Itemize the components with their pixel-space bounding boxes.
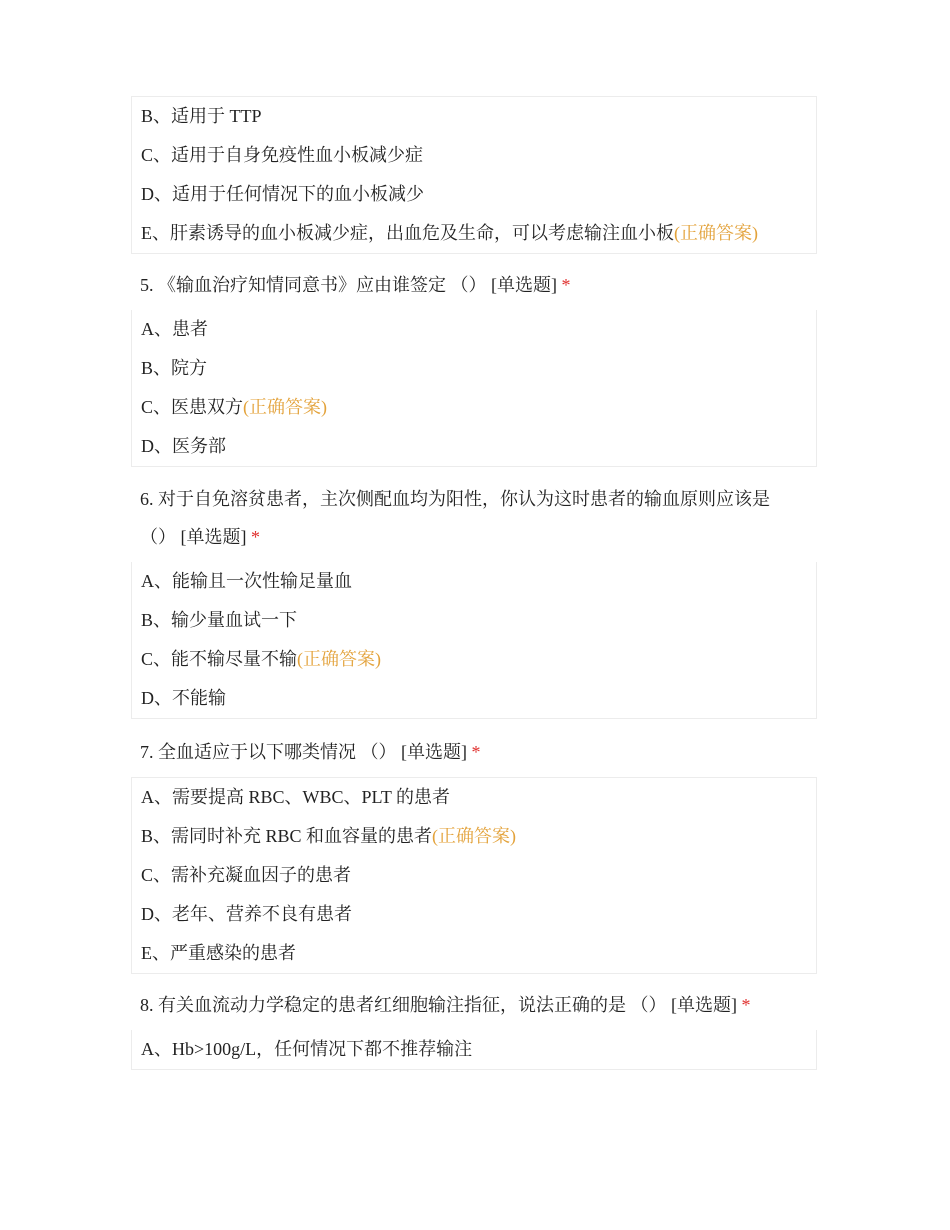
q7-option-c[interactable]: C、需补充凝血因子的患者 [141,865,352,885]
q6-option-b[interactable]: B、输少量血试一下 [141,610,298,630]
required-mark: * [471,742,481,762]
q7-option-b[interactable]: B、需同时补充 RBC 和血容量的患者(正确答案) [141,826,517,846]
question-6-title: 6. 对于自免溶贫患者，主次侧配血均为阳性，你认为这时患者的输血原则应该是 （） [单选题] * [140,489,770,547]
q4-options [131,96,817,254]
correct-answer-tag: (正确答案) [297,649,382,669]
required-mark: * [741,995,751,1015]
correct-answer-tag: (正确答案) [674,223,758,243]
q6-option-c[interactable]: C、能不输尽量不输(正确答案) [141,649,382,669]
q4-option-e[interactable]: E、肝素诱导的血小板减少症，出血危及生命，可以考虑输注血小板(正确答案) [141,223,758,243]
question-8-title: 8. 有关血流动力学稳定的患者红细胞输注指征，说法正确的是 （） [单选题] * [140,995,751,1015]
q7-option-d[interactable]: D、老年、营养不良有患者 [141,904,352,924]
q7-option-a[interactable]: A、需要提高 RBC、WBC、PLT 的患者 [141,787,451,807]
q6-option-a[interactable]: A、能输且一次性输足量血 [141,571,352,591]
required-mark: * [561,275,571,295]
q5-option-a[interactable]: A、患者 [141,319,208,339]
q5-options [131,310,817,467]
q4-option-c[interactable]: C、适用于自身免疫性血小板减少症 [141,145,424,165]
q6-option-d[interactable]: D、不能输 [141,688,226,708]
question-5-title: 5. 《输血治疗知情同意书》应由谁签定 （） [单选题] * [140,275,571,295]
q5-option-d[interactable]: D、医务部 [141,436,226,456]
q4-option-b[interactable]: B、适用于 TTP [141,106,262,126]
q8-options [131,1030,817,1070]
correct-answer-tag: (正确答案) [243,397,328,417]
question-7-title: 7. 全血适应于以下哪类情况 （） [单选题] * [140,742,481,762]
q6-options [131,562,817,719]
q8-option-a[interactable]: A、Hb>100g/L，任何情况下都不推荐输注 [141,1039,473,1059]
q7-options [131,777,817,974]
q4-option-d[interactable]: D、适用于任何情况下的血小板减少 [141,184,424,204]
q7-option-e[interactable]: E、严重感染的患者 [141,943,296,963]
correct-answer-tag: (正确答案) [432,826,517,846]
q5-option-b[interactable]: B、院方 [141,358,208,378]
q5-option-c[interactable]: C、医患双方(正确答案) [141,397,328,417]
required-mark: * [251,527,260,547]
